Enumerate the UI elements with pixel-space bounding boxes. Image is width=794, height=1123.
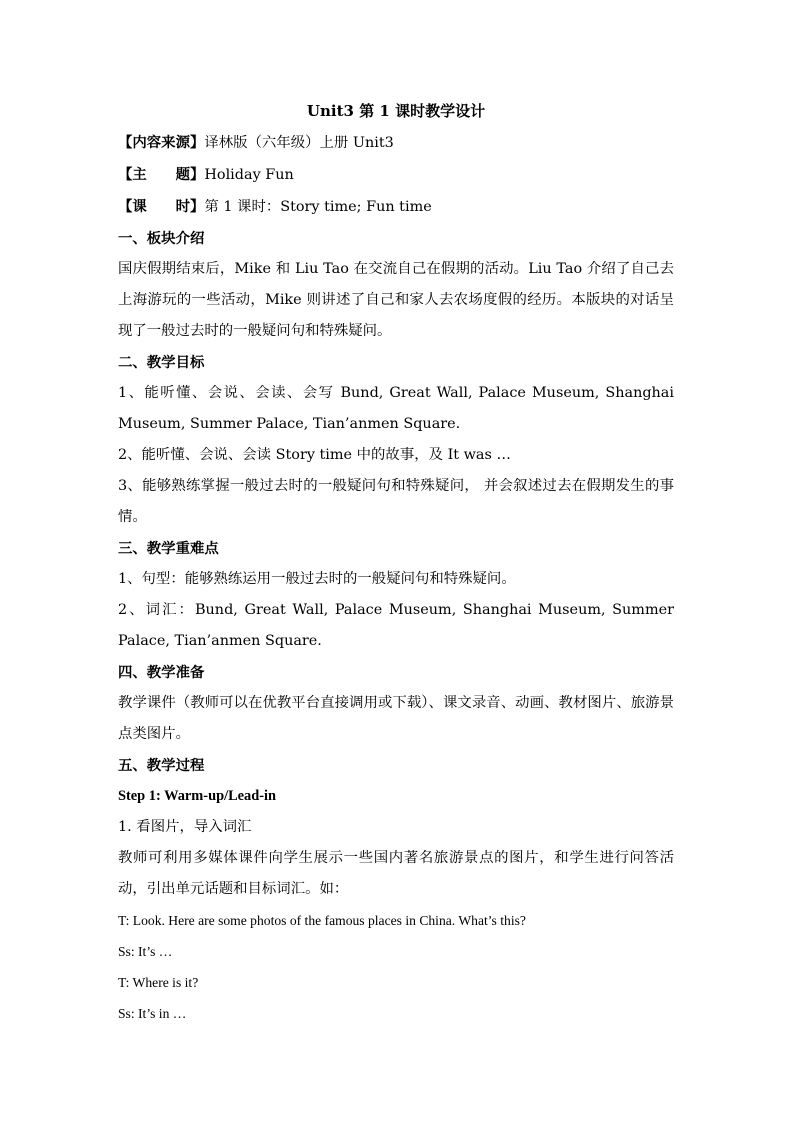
objective-item: 2、能听懂、会说、会读 Story time 中的故事，及 It was … [118, 447, 511, 463]
section-body: 教学课件（教师可以在优教平台直接调用或下载）、课文录音、动画、教材图片、旅游景点类图片。 [118, 695, 674, 742]
meta-value: 第 1 课时：Story time; Fun time [204, 199, 432, 215]
keypoint-item: 2、词汇：Bund, Great Wall, Palace Museum, Shanghai Museum, Summer Palace, Tian’anmen Square. [118, 602, 674, 649]
keypoint-item: 1、句型：能够熟练运用一般过去时的一般疑问句和特殊疑问。 [118, 571, 516, 587]
meta-label: 【课 时】 [118, 198, 205, 215]
dialogue-line: Ss: It’s in … [118, 1006, 187, 1021]
dialogue-line: Ss: It’s … [118, 944, 173, 959]
meta-value: Holiday Fun [204, 167, 294, 183]
section-heading: 五、教学过程 [118, 757, 205, 774]
section-body: 国庆假期结束后，Mike 和 Liu Tao 在交流自己在假期的活动。Liu Tao 介绍了自己去上海游玩的一些活动，Mike 则讲述了自己和家人去农场度假的经历。本版块的对话呈现了一般过去时的一般疑问句和特殊疑问。 [118, 261, 674, 339]
dialogue-line: T: Where is it? [118, 975, 199, 990]
meta-label: 【主 题】 [118, 166, 205, 183]
objective-item: 1、能听懂、会说、会读、会写 Bund, Great Wall, Palace Museum, Shanghai Museum, Summer Palace, Tian’anmen Square. [118, 385, 674, 432]
meta-topic [118, 159, 674, 191]
section-heading: 三、教学重难点 [118, 540, 219, 557]
section-heading: 二、教学目标 [118, 354, 205, 371]
document-title: Unit3 第 1 课时教学设计 [306, 102, 486, 120]
section-heading: 四、教学准备 [118, 664, 205, 681]
meta-period [118, 191, 674, 223]
meta-value: 译林版（六年级）上册 Unit3 [204, 135, 394, 151]
document-body [118, 96, 674, 1029]
meta-label: 【内容来源】 [118, 134, 205, 151]
step-heading: Step 1: Warm-up/Lead-in [118, 788, 277, 804]
meta-source [118, 127, 674, 159]
objective-item: 3、能够熟练掌握一般过去时的一般疑问句和特殊疑问， 并会叙述过去在假期发生的事情。 [118, 478, 674, 525]
step-subheading: 1. 看图片，导入词汇 [118, 819, 252, 835]
section-body: 教师可利用多媒体课件向学生展示一些国内著名旅游景点的图片，和学生进行问答活动，引出单元话题和目标词汇。如： [118, 850, 674, 897]
section-heading: 一、板块介绍 [118, 230, 205, 247]
dialogue-line: T: Look. Here are some photos of the famous places in China. What’s this? [118, 913, 526, 928]
